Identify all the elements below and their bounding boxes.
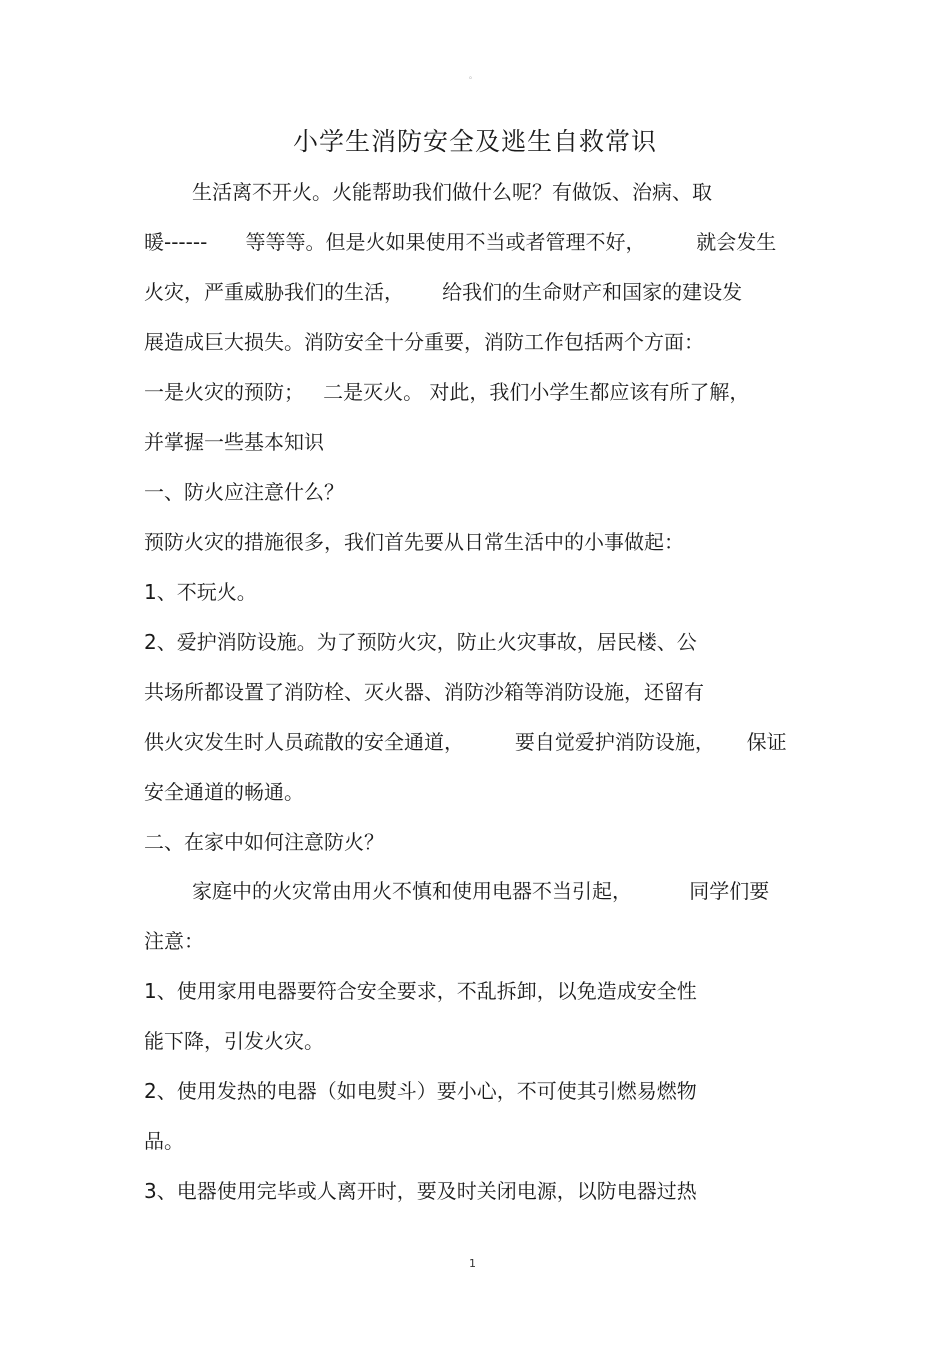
list-item: 2、使用发热的电器（如电熨斗）要小心，不可使其引燃易燃物 [144,1079,697,1103]
paragraph-line: 展造成巨大损失。消防安全十分重要，消防工作包括两个方面： [144,330,704,354]
paragraph-line: 注意： [144,929,204,953]
paragraph-line: 生活离不开火。火能帮助我们做什么呢？有做饭、治病、取 [192,180,712,204]
paragraph-line: 供火灾发生时人员疏散的安全通道， 要自觉爱护消防设施， 保证 [144,730,787,754]
paragraph-line: 并掌握一些基本知识 [144,430,324,454]
paragraph-line: 共场所都设置了消防栓、灭火器、消防沙箱等消防设施，还留有 [144,680,704,704]
paragraph-line: 一是火灾的预防； 二是灭火。 对此，我们小学生都应该有所了解， [144,380,750,404]
paragraph-line: 品。 [144,1129,184,1153]
paragraph-line: 能下降，引发火灾。 [144,1029,324,1053]
list-item: 2、爱护消防设施。为了预防火灾，防止火灾事故，居民楼、公 [144,630,697,654]
page-number: 1 [469,1257,476,1270]
section-heading: 一、防火应注意什么？ [144,480,344,504]
paragraph-line: 家庭中的火灾常由用火不慎和使用电器不当引起， 同学们要 [192,879,770,903]
paragraph-line: 预防火灾的措施很多，我们首先要从日常生活中的小事做起： [144,530,684,554]
paragraph-line: 安全通道的畅通。 [144,780,304,804]
list-item: 1、使用家用电器要符合安全要求，不乱拆卸，以免造成安全性 [144,979,697,1003]
paragraph-line: 火灾，严重威胁我们的生活， 给我们的生命财产和国家的建设发 [144,280,743,304]
list-item: 3、电器使用完毕或人离开时，要及时关闭电源，以防电器过热 [144,1179,697,1203]
header-mark: 。 [469,71,477,80]
paragraph-line: 暖------ 等等等。但是火如果使用不当或者管理不好， 就会发生 [144,230,777,254]
list-item: 1、不玩火。 [144,580,257,604]
document-title: 小学生消防安全及逃生自救常识 [292,127,657,156]
section-heading: 二、在家中如何注意防火？ [144,830,384,854]
